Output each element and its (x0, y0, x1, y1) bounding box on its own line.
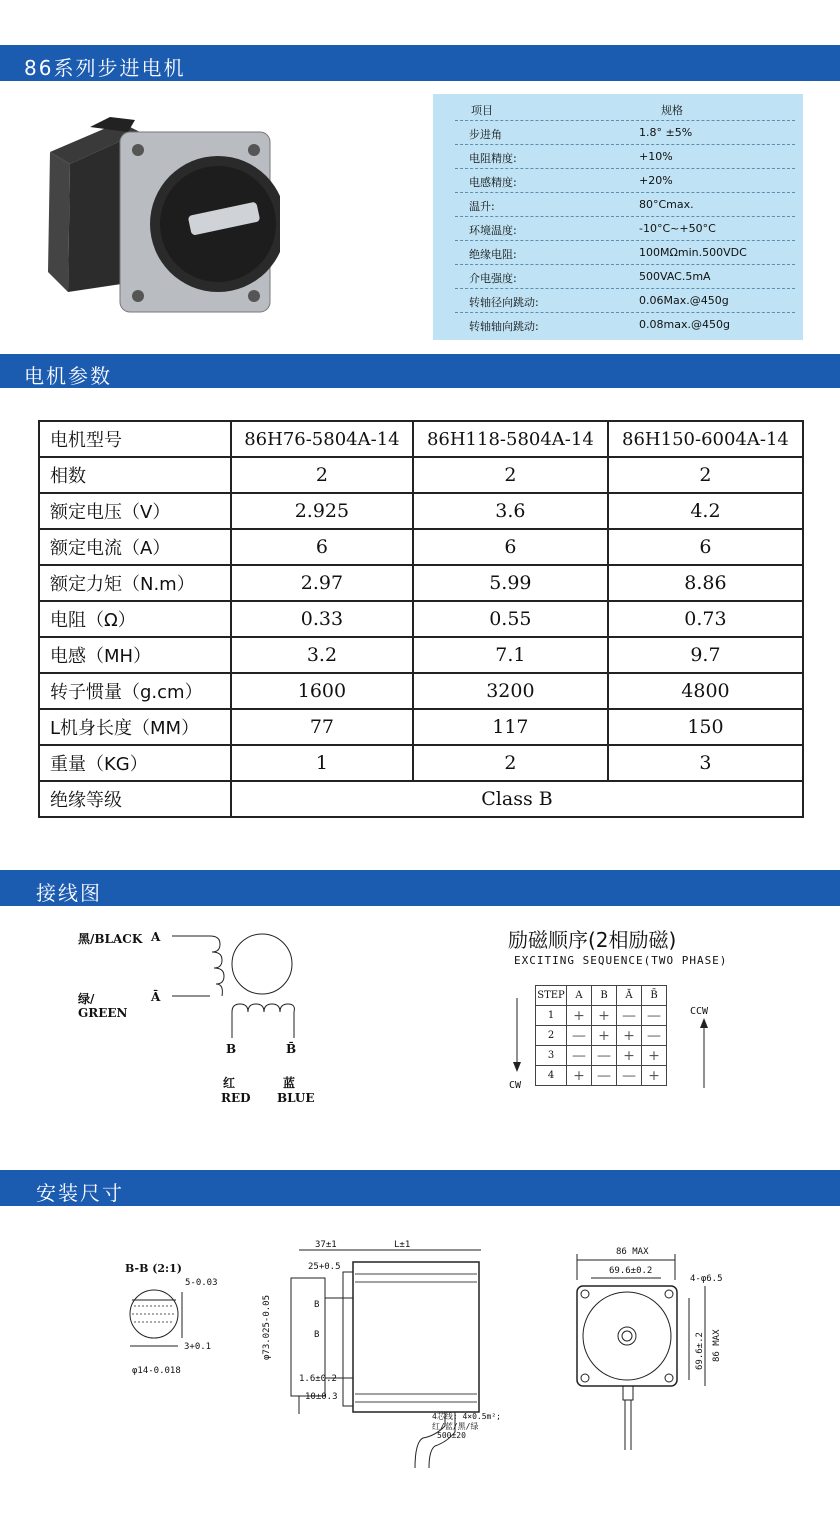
table-row (39, 709, 803, 745)
spec-row (455, 144, 795, 169)
param-value: 3 (608, 745, 803, 781)
param-value: 6 (231, 529, 413, 565)
spec-value: +10% (639, 150, 673, 163)
spec-value: 80°Cmax. (639, 198, 694, 211)
param-value: 2.97 (231, 565, 413, 601)
table-row (39, 493, 803, 529)
seq-cell: + (617, 1046, 642, 1066)
table-row (39, 781, 803, 817)
spec-key: 转轴径向跳动: (469, 296, 539, 309)
seq-header: A (567, 986, 592, 1006)
seq-step: 1 (536, 1006, 567, 1026)
seq-step: 4 (536, 1066, 567, 1086)
spec-row (455, 288, 795, 313)
key-height-dim: 3+0.1 (184, 1342, 212, 1352)
table-row (39, 745, 803, 781)
seq-cell: + (567, 1006, 592, 1026)
overall-width-dim: 86 MAX (616, 1247, 649, 1257)
param-value: 150 (608, 709, 803, 745)
model-cell: 86H76-5804A-14 (231, 421, 413, 457)
spec-value: 500VAC.5mA (639, 270, 711, 283)
table-row (39, 529, 803, 565)
spec-row (455, 216, 795, 241)
spec-header-row (455, 96, 795, 121)
seq-step: 3 (536, 1046, 567, 1066)
model-cell: 86H150-6004A-14 (608, 421, 803, 457)
shaft-length-dim: 25+0.5 (308, 1262, 341, 1272)
spec-value: 0.06Max.@450g (639, 294, 729, 307)
param-value: 0.55 (413, 601, 608, 637)
seq-cell: — (567, 1046, 592, 1066)
param-value: 0.33 (231, 601, 413, 637)
spec-key: 绝缘电阻: (469, 248, 517, 261)
model-cell: 86H118-5804A-14 (413, 421, 608, 457)
param-value: 1 (231, 745, 413, 781)
param-value: 3200 (413, 673, 608, 709)
section-mark-bottom: B (314, 1330, 320, 1340)
param-label: 绝缘等级 (39, 781, 231, 817)
spec-key: 步进角 (469, 128, 502, 141)
lead-spec-3: 500±20 (437, 1431, 466, 1440)
spec-key: 介电强度: (469, 272, 517, 285)
spec-card (433, 94, 803, 340)
param-label: 转子惯量（g.cm） (39, 673, 231, 709)
param-label: 额定电流（A） (39, 529, 231, 565)
seq-step: 2 (536, 1026, 567, 1046)
spec-value: 0.08max.@450g (639, 318, 730, 331)
wiring-band (0, 870, 840, 906)
param-label: L机身长度（MM） (39, 709, 231, 745)
lead-spec-1: 4芯线: 4×0.5m²; (432, 1412, 501, 1421)
sequence-title: 励磁顺序(2相励磁) (508, 928, 677, 952)
shaft-diameter-dim: φ14-0.018 (132, 1366, 181, 1376)
spec-key: 环境温度: (469, 224, 517, 237)
wire-black-label: 黑/BLACK (78, 932, 143, 946)
hole-spacing-height-dim: 69.6±.2 (695, 1332, 705, 1370)
seq-header: STEP (536, 986, 567, 1006)
param-value: 1600 (231, 673, 413, 709)
param-value: 77 (231, 709, 413, 745)
spec-row (455, 264, 795, 289)
seq-cell: — (592, 1066, 617, 1086)
param-label: 相数 (39, 457, 231, 493)
seq-cell: — (592, 1046, 617, 1066)
wire-red-cn: 红 (223, 1076, 236, 1090)
param-label: 额定电压（V） (39, 493, 231, 529)
param-label: 额定力矩（N.m） (39, 565, 231, 601)
flange-length-dim: 37±1 (315, 1240, 337, 1250)
param-value: 5.99 (413, 565, 608, 601)
sequence-subtitle: EXCITING SEQUENCE(TWO PHASE) (514, 954, 728, 967)
spec-key: 电感精度: (469, 176, 517, 189)
params-table (38, 420, 804, 818)
param-label: 电感（MH） (39, 637, 231, 673)
spec-row (455, 168, 795, 193)
param-value: 2 (608, 457, 803, 493)
param-value: 7.1 (413, 637, 608, 673)
spec-value: +20% (639, 174, 673, 187)
seq-cell: + (567, 1066, 592, 1086)
table-row (39, 673, 803, 709)
param-value: 8.86 (608, 565, 803, 601)
wiring-title: 接线图 (36, 881, 102, 905)
table-row (39, 457, 803, 493)
param-value: 0.73 (608, 601, 803, 637)
spec-value: 100MΩmin.500VDC (639, 246, 747, 259)
flange-thickness-dim: 1.6±0.2 (299, 1374, 337, 1384)
insulation-value: Class B (231, 781, 803, 817)
param-value: 6 (608, 529, 803, 565)
side-view-drawing (285, 1238, 500, 1468)
param-value: 3.2 (231, 637, 413, 673)
spec-row (455, 192, 795, 217)
spec-key: 温升: (469, 200, 495, 213)
spec-row (455, 120, 795, 145)
table-row (39, 601, 803, 637)
seq-header: B̄ (642, 986, 667, 1006)
param-value: 4.2 (608, 493, 803, 529)
param-value: 2.925 (231, 493, 413, 529)
page-title: 86系列步进电机 (24, 56, 186, 80)
table-row (39, 565, 803, 601)
overall-height-dim: 86 MAX (712, 1329, 722, 1362)
params-header-label: 电机型号 (39, 421, 231, 457)
param-value: 2 (413, 745, 608, 781)
param-value: 9.7 (608, 637, 803, 673)
wiring-diagram (0, 920, 420, 1120)
seq-header: Ā (617, 986, 642, 1006)
wire-blue-en: BLUE (277, 1091, 315, 1105)
seq-cell: — (567, 1026, 592, 1046)
motor-photo (40, 112, 280, 317)
seq-header: B (592, 986, 617, 1006)
boss-dim: 10±0.3 (305, 1392, 338, 1402)
seq-cell: + (592, 1006, 617, 1026)
param-value: 2 (231, 457, 413, 493)
body-length-dim: L±1 (394, 1240, 411, 1250)
table-row (39, 421, 803, 457)
spec-header-spec: 规格 (661, 104, 683, 117)
title-band (0, 45, 840, 81)
param-label: 重量（KG） (39, 745, 231, 781)
seq-cell: — (642, 1026, 667, 1046)
pilot-diameter-dim: φ73.025-0.05 (262, 1294, 272, 1360)
seq-cell: — (617, 1006, 642, 1026)
spec-key: 转轴轴向跳动: (469, 320, 539, 333)
param-value: 6 (413, 529, 608, 565)
spec-row (455, 312, 795, 336)
wire-blue-cn: 蓝 (283, 1076, 296, 1090)
table-row (39, 637, 803, 673)
params-title: 电机参数 (24, 364, 112, 388)
mounting-band (0, 1170, 840, 1206)
seq-cell: — (642, 1006, 667, 1026)
wire-green-label: 绿/ (78, 992, 95, 1006)
spec-row (455, 240, 795, 265)
param-value: 3.6 (413, 493, 608, 529)
seq-cell: + (642, 1046, 667, 1066)
spec-value: -10°C~+50°C (639, 222, 716, 235)
param-value: 117 (413, 709, 608, 745)
ccw-label: CCW (690, 1006, 709, 1017)
param-label: 电阻（Ω） (39, 601, 231, 637)
cw-label: CW (509, 1080, 522, 1091)
spec-key: 电阻精度: (469, 152, 517, 165)
direction-arrows (505, 990, 725, 1090)
hole-spacing-width-dim: 69.6±0.2 (609, 1266, 653, 1276)
wire-a-bar-label: Ā (151, 990, 161, 1004)
section-mark-top: B (314, 1300, 320, 1310)
params-band (0, 354, 840, 388)
key-width-dim: 5-0.03 (185, 1278, 218, 1288)
lead-spec-2: 红/蓝/黑/绿 (432, 1422, 479, 1431)
mounting-title: 安装尺寸 (36, 1181, 124, 1205)
spec-value: 1.8° ±5% (639, 126, 693, 139)
param-value: 2 (413, 457, 608, 493)
wire-green-en: GREEN (78, 1006, 128, 1020)
wire-b-label: B (226, 1042, 237, 1056)
seq-cell: + (592, 1026, 617, 1046)
mount-holes-dim: 4-φ6.5 (690, 1274, 723, 1284)
section-label: B-B (2:1) (125, 1262, 182, 1275)
seq-cell: + (642, 1066, 667, 1086)
spec-header-item: 项目 (471, 104, 493, 117)
seq-cell: + (617, 1026, 642, 1046)
wire-b-bar-label: B̄ (286, 1042, 297, 1056)
seq-cell: — (617, 1066, 642, 1086)
wire-a-label: A (151, 930, 161, 944)
wire-red-en: RED (221, 1091, 251, 1105)
param-value: 4800 (608, 673, 803, 709)
